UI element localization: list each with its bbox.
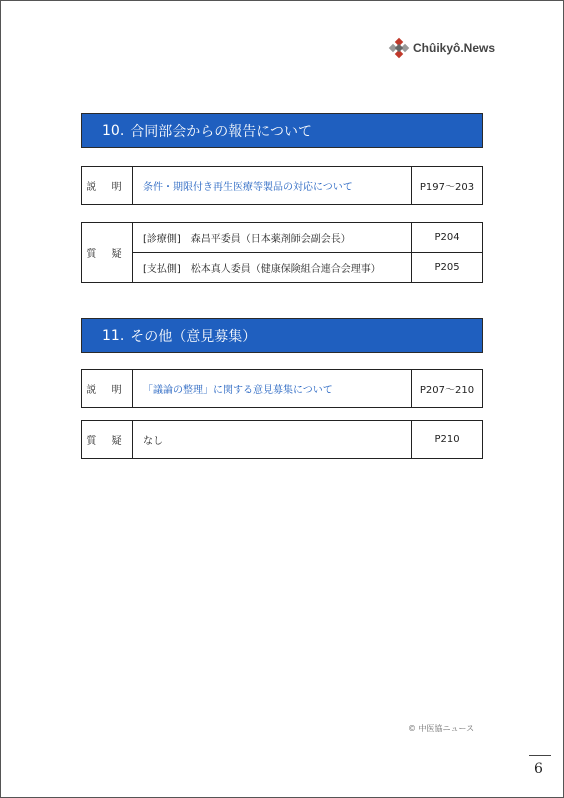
table-row <box>82 167 483 205</box>
qa-item: [支払側] 松本真人委員（健康保険組合連合会理事） <box>133 253 412 283</box>
explanation-link[interactable]: 条件・期限付き再生医療等製品の対応について <box>133 167 412 205</box>
copyright-text: © 中医協ニュース <box>408 724 475 733</box>
row-label: 説 明 <box>82 370 133 408</box>
table-row <box>82 421 483 459</box>
section-number: 11. <box>102 327 125 344</box>
section-title: その他（意見募集） <box>130 328 257 345</box>
section-title: 合同部会からの報告について <box>130 123 312 140</box>
explanation-table-10 <box>81 166 483 205</box>
logo-diamond-icon <box>389 38 409 58</box>
row-label: 質 疑 <box>82 223 133 283</box>
explanation-table-11 <box>81 369 483 408</box>
section-header-11 <box>81 318 483 353</box>
qa-item: [診療側] 森昌平委員（日本薬剤師会副会長） <box>133 223 412 253</box>
page-ref: P207～210 <box>412 370 483 408</box>
page-ref: P210 <box>412 421 483 459</box>
qa-table-11 <box>81 420 483 459</box>
page-ref: P204 <box>412 223 483 253</box>
page-ref: P197～203 <box>412 167 483 205</box>
section-number: 10. <box>102 122 125 139</box>
qa-table-10 <box>81 222 483 283</box>
row-label: 質 疑 <box>82 421 133 459</box>
qa-item: なし <box>133 421 412 459</box>
explanation-link[interactable]: 「議論の整理」に関する意見募集について <box>133 370 412 408</box>
section-header-10 <box>81 113 483 148</box>
logo-text: Chûikyô.News <box>413 41 496 55</box>
table-row <box>82 223 483 253</box>
page-number: 6 <box>534 761 543 777</box>
table-row <box>82 253 483 283</box>
table-row <box>82 370 483 408</box>
logo <box>389 38 495 58</box>
row-label: 説 明 <box>82 167 133 205</box>
page-number-rule <box>529 755 551 756</box>
page-ref: P205 <box>412 253 483 283</box>
